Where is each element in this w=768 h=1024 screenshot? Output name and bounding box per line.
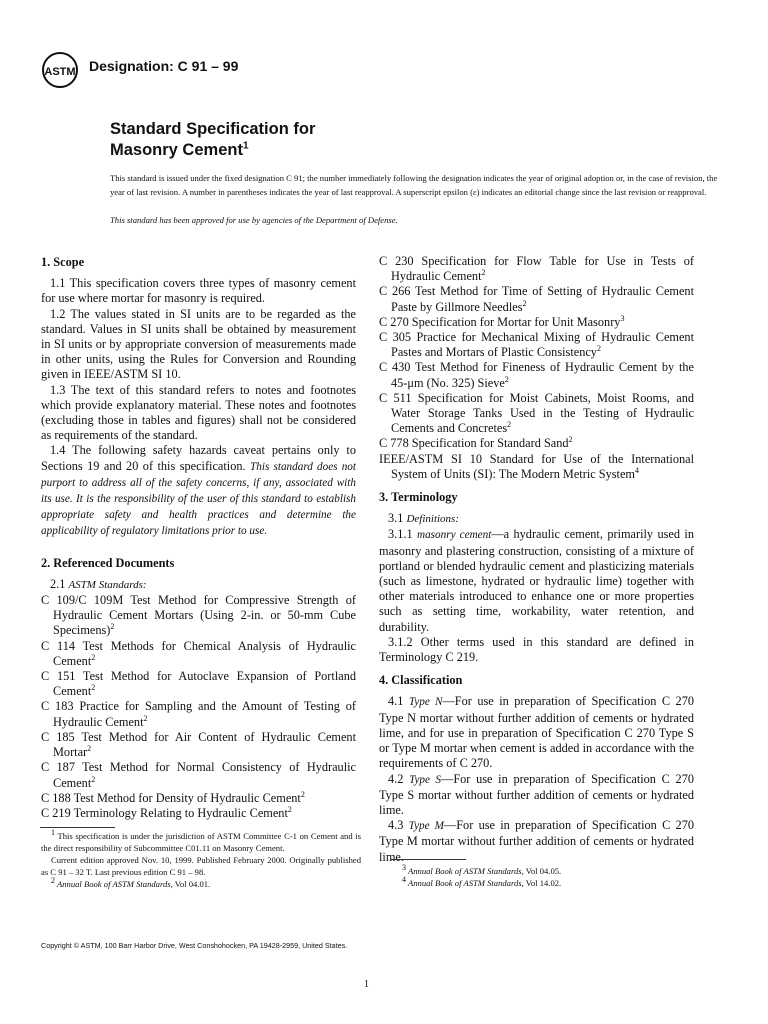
- scope-1-2: 1.2 The values stated in SI units are to be regarded as the standard. Values in SI units shall be obtained by measurement in SI units or by appropriate conversion of measurements made in other units, using the Rules for Conversion and Rounding given in IEEE/ASTM SI 10.: [41, 306, 356, 382]
- reference-item: C 187 Test Method for Normal Consistency of Hydraulic Cement$^2$: [41, 760, 356, 790]
- terminology-3-1-1: 3.1.1 masonry cement—a hydraulic cement, primarily used in masonry and plastering construction, consisting of a mixture of portland or blended hydraulic cement and plasticizing materials (such as limestone, hydrated or hydraulic lime) together with other materials introduced to enhance one or more properties such as setting time, workability, water retention, and durability.: [379, 527, 694, 634]
- page-number: 1: [364, 979, 369, 990]
- scope-1-1: 1.1 This specification covers three types of masonry cement for use where mortar for masonry is required.: [41, 276, 356, 306]
- reference-item: C 109/C 109M Test Method for Compressive Strength of Hydraulic Cement Mortars (Using 2-in. or 50-mm Cube Specimens)$^2$: [41, 593, 356, 638]
- footnote-3: $^3$ Annual Book of ASTM Standards, Vol 04.05.: [402, 863, 562, 876]
- reference-item: IEEE/ASTM SI 10 Standard for Use of the International System of Units (SI): The Modern Metric System$^4$: [379, 451, 694, 481]
- svg-text:ASTM: ASTM: [44, 66, 76, 78]
- terminology-3-1: 3.1 Definitions:: [388, 511, 460, 526]
- issuance-note: This standard is issued under the fixed designation C 91; the number immediately following the designation indicates the year of original adoption or, in the case of revision, the year of last revision. A number in parentheses indicates the year of last reapproval. A superscript epsilon (ε) indicates an editorial change since the last revision or reapproval.: [110, 173, 718, 197]
- reference-item: C 114 Test Methods for Chemical Analysis of Hydraulic Cement$^2$: [41, 638, 356, 668]
- classification-4-1: 4.1 Type N—For use in preparation of Specification C 270 Type N mortar without further addition of cements or hydrated lime, and for use in preparation of Specification C 270 Type S or Type M mortar when cement is added in accordance with the requirements of C 270.: [379, 694, 694, 771]
- reference-item: C 266 Test Method for Time of Setting of Hydraulic Cement Paste by Gillmore Needles$^2$: [379, 284, 694, 314]
- footnote-2: $^2$ Annual Book of ASTM Standards, Vol 04.01.: [51, 876, 211, 889]
- document-title: [110, 119, 315, 161]
- scope-heading: 1. Scope: [41, 255, 85, 269]
- astm-logo: [40, 50, 80, 90]
- copyright-notice: Copyright © ASTM, 100 Barr Harbor Drive, West Conshohocken, PA 19428-2959, United States.: [41, 941, 348, 950]
- reference-item: C 778 Specification for Standard Sand$^2$: [379, 435, 573, 451]
- reference-item: C 430 Test Method for Fineness of Hydraulic Cement by the 45-μm (No. 325) Sieve$^2$: [379, 360, 694, 390]
- reference-item: C 151 Test Method for Autoclave Expansion of Portland Cement$^2$: [41, 669, 356, 699]
- reference-list-left: [41, 593, 356, 821]
- terminology-heading: 3. Terminology: [379, 490, 458, 505]
- left-column: [41, 255, 356, 821]
- footnote-rule-right: [391, 859, 466, 860]
- approval-note: This standard has been approved for use by agencies of the Department of Defense.: [110, 215, 398, 225]
- designation: Designation: C 91 – 99: [89, 58, 239, 74]
- reference-item: C 183 Practice for Sampling and the Amount of Testing of Hydraulic Cement$^2$: [41, 699, 356, 729]
- title-footnote-mark: 1: [242, 140, 249, 152]
- scope-1-3: 1.3 The text of this standard refers to notes and footnotes which provide explanatory material. These notes and footnotes (excluding those in tables and figures) shall not be considered as requirements of the standard.: [41, 382, 356, 443]
- classification-4-2: 4.2 Type S—For use in preparation of Specification C 270 Type S mortar without further addition of cements or hydrated lime.: [379, 771, 694, 817]
- classification-heading: 4. Classification: [379, 673, 463, 688]
- reference-list-right: [379, 254, 694, 482]
- title-line-1: Standard Specification for: [110, 120, 316, 138]
- referenced-2-1: 2.1 ASTM Standards:: [50, 576, 147, 591]
- reference-item: C 305 Practice for Mechanical Mixing of Hydraulic Cement Pastes and Mortars of Plastic Consistency$^2$: [379, 330, 694, 360]
- footnotes-left: [41, 830, 361, 890]
- right-column: [379, 254, 694, 865]
- footnote-1-edition: Current edition approved Nov. 10, 1999. Published February 2000. Originally published as C 91 – 32 T. Last previous edition C 91 – 98.: [41, 855, 361, 877]
- referenced-documents-heading: 2. Referenced Documents: [41, 555, 175, 570]
- reference-item: C 188 Test Method for Density of Hydraulic Cement$^2$: [41, 789, 305, 805]
- reference-item: C 511 Specification for Moist Cabinets, Moist Rooms, and Water Storage Tanks Used in the Testing of Hydraulic Cements and Concretes$^2$: [379, 390, 694, 436]
- reference-item: C 230 Specification for Flow Table for Use in Tests of Hydraulic Cement$^2$: [379, 254, 694, 284]
- reference-item: C 219 Terminology Relating to Hydraulic Cement$^2$: [41, 804, 292, 820]
- footnotes-right: [392, 865, 712, 889]
- classification-4-3: 4.3 Type M—For use in preparation of Specification C 270 Type M mortar without further addition of cements or hydrated lime.: [379, 818, 694, 864]
- reference-item: C 185 Test Method for Air Content of Hydraulic Cement Mortar$^2$: [41, 729, 356, 760]
- footnote-1: $^1$ This specification is under the jurisdiction of ASTM Committee C-1 on Cement and is the direct responsibility of Subcommittee C01.11 on Masonry Cement.: [41, 828, 361, 853]
- footnote-4: $^4$ Annual Book of ASTM Standards, Vol 14.02.: [402, 875, 562, 888]
- title-line-2: Masonry Cement$^1$: [110, 140, 249, 159]
- terminology-3-1-2: 3.1.2 Other terms used in this standard are defined in Terminology C 219.: [379, 634, 694, 665]
- reference-item: C 270 Specification for Mortar for Unit Masonry$^3$: [379, 313, 625, 329]
- scope-1-4: 1.4 The following safety hazards caveat pertains only to Sections 19 and 20 of this specification. This standard does not purport to address all of the safety concerns, if any, associated with its use. It is the responsibility of the user of this standard to establish appropriate safety and health practices and determine the applicability of regulatory limitations prior to use.: [41, 443, 356, 538]
